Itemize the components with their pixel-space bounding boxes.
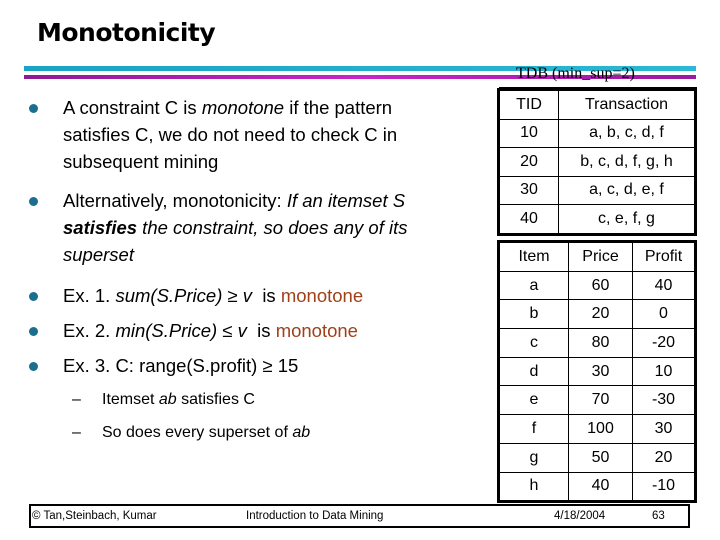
slide-footer bbox=[29, 504, 690, 528]
table-row bbox=[499, 148, 696, 177]
cell-price: 30 bbox=[569, 357, 633, 386]
cell-profit: 20 bbox=[633, 443, 696, 472]
bullet-text: Ex. 1. sum(S.Price) ≥ v is monotone bbox=[63, 285, 364, 306]
tdb-caption: TDB (min_sup=2) bbox=[516, 65, 635, 82]
cell-price: 20 bbox=[569, 300, 633, 329]
cell-transaction: b, c, d, f, g, h bbox=[559, 148, 696, 177]
cell-price: 70 bbox=[569, 386, 633, 415]
table-row bbox=[499, 205, 696, 235]
cell-profit: 0 bbox=[633, 300, 696, 329]
cell-price: 60 bbox=[569, 271, 633, 300]
sub-bullet-text: Itemset ab satisfies C bbox=[102, 391, 255, 408]
cell-price: 50 bbox=[569, 443, 633, 472]
cell-item: h bbox=[499, 472, 569, 502]
cell-item: e bbox=[499, 386, 569, 415]
bullet-text: Alternatively, monotonicity: If an itemset S satisfies the constraint, so does any of its superset bbox=[63, 190, 408, 265]
cell-tid: 20 bbox=[499, 148, 559, 177]
bullet-dot-icon bbox=[29, 197, 38, 206]
cell-tid: 30 bbox=[499, 176, 559, 205]
table-row bbox=[499, 415, 696, 444]
dash-icon: – bbox=[72, 391, 81, 408]
dash-icon: – bbox=[72, 424, 81, 441]
header-transaction: Transaction bbox=[559, 90, 696, 120]
item-price-profit-table bbox=[497, 240, 697, 503]
transaction-table bbox=[497, 88, 697, 236]
cell-profit: -10 bbox=[633, 472, 696, 502]
cell-item: d bbox=[499, 357, 569, 386]
cell-item: f bbox=[499, 415, 569, 444]
bullet-text: Ex. 2. min(S.Price) ≤ v is monotone bbox=[63, 320, 358, 341]
cell-tid: 10 bbox=[499, 119, 559, 148]
table-header-row bbox=[499, 242, 696, 272]
bullet-dot-icon bbox=[29, 362, 38, 371]
cell-profit: -20 bbox=[633, 329, 696, 358]
table-row bbox=[499, 472, 696, 502]
sub-bullet-text: So does every superset of ab bbox=[102, 424, 311, 441]
footer-course: Introduction to Data Mining bbox=[246, 510, 384, 522]
cell-price: 80 bbox=[569, 329, 633, 358]
bullet-text: A constraint C is monotone if the pattern satisfies C, we do not need to check C in subsequent mining bbox=[63, 97, 398, 172]
header-tid: TID bbox=[499, 90, 559, 120]
table-row bbox=[499, 176, 696, 205]
header-profit: Profit bbox=[633, 242, 696, 272]
cell-transaction: a, c, d, e, f bbox=[559, 176, 696, 205]
footer-copyright: © Tan,Steinbach, Kumar bbox=[32, 510, 157, 522]
footer-date: 4/18/2004 bbox=[554, 510, 606, 522]
bullet-text: Ex. 3. C: range(S.profit) ≥ 15 bbox=[63, 355, 299, 376]
cell-profit: -30 bbox=[633, 386, 696, 415]
table-row bbox=[499, 119, 696, 148]
table-row bbox=[499, 443, 696, 472]
table-row bbox=[499, 271, 696, 300]
bullet-dot-icon bbox=[29, 292, 38, 301]
cell-transaction: c, e, f, g bbox=[559, 205, 696, 235]
bullet-dot-icon bbox=[29, 327, 38, 336]
slide-title: Monotonicity bbox=[37, 18, 216, 47]
cell-price: 40 bbox=[569, 472, 633, 502]
cell-profit: 40 bbox=[633, 271, 696, 300]
cell-profit: 30 bbox=[633, 415, 696, 444]
table-row bbox=[499, 329, 696, 358]
bullet-dot-icon bbox=[29, 104, 38, 113]
header-item: Item bbox=[499, 242, 569, 272]
footer-page-number: 63 bbox=[652, 510, 665, 522]
cell-item: b bbox=[499, 300, 569, 329]
cell-profit: 10 bbox=[633, 357, 696, 386]
table-row bbox=[499, 357, 696, 386]
table-header-row bbox=[499, 90, 696, 120]
cell-price: 100 bbox=[569, 415, 633, 444]
cell-item: c bbox=[499, 329, 569, 358]
cell-item: g bbox=[499, 443, 569, 472]
cell-item: a bbox=[499, 271, 569, 300]
table-row bbox=[499, 386, 696, 415]
cell-transaction: a, b, c, d, f bbox=[559, 119, 696, 148]
cell-tid: 40 bbox=[499, 205, 559, 235]
header-price: Price bbox=[569, 242, 633, 272]
table-row bbox=[499, 300, 696, 329]
